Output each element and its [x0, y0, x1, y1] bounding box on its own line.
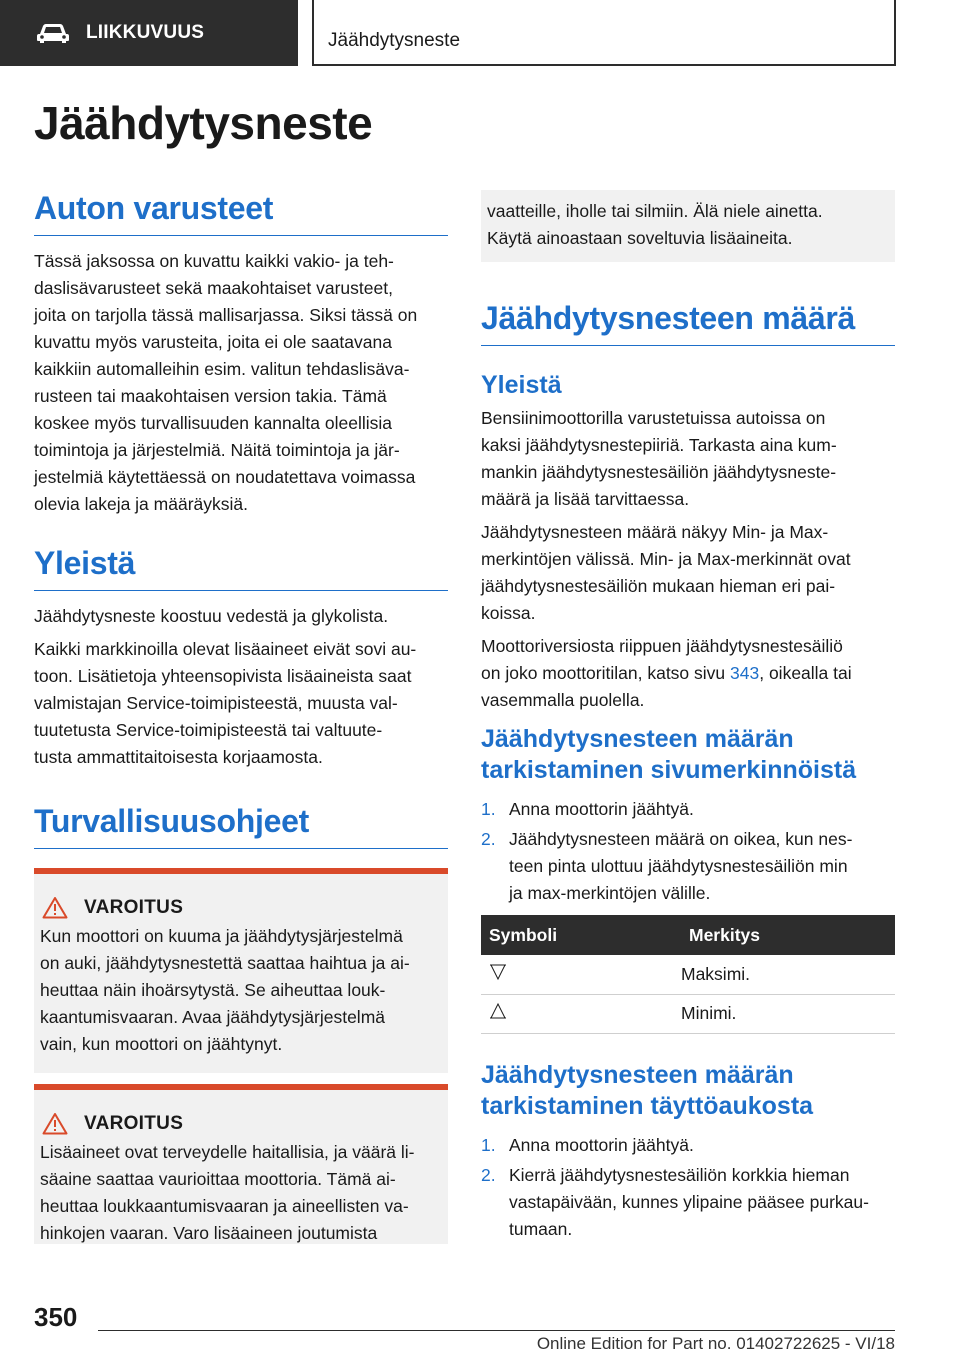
section-tab [0, 0, 298, 66]
heading-yleista-right: Yleistä [481, 371, 562, 399]
table-row [481, 994, 895, 1033]
list-item: 1. Anna moottorin jäähtyä. [481, 799, 694, 819]
warning-box-2 [34, 1084, 448, 1244]
footer-divider [98, 1330, 895, 1331]
warning-box-1 [34, 868, 448, 1073]
table-cell-meaning: Minimi. [681, 994, 895, 1033]
page-number: 350 [34, 1302, 78, 1332]
fill-check-steps [481, 1132, 895, 1243]
page-title: Jäähdytysneste [34, 97, 373, 149]
topic-label: Jäähdytysneste [328, 30, 461, 51]
heading-turvallisuusohjeet: Turvallisuusohjeet [34, 803, 448, 849]
warning-2-text: Lisäaineet ovat terveydelle haitallisia, ja väärä li- säaine saattaa vaurioittaa moottoria. Tämä ai- heuttaa loukkaantumisvaaran ja aineellisten va- hinkojen vaaran. Varo lisäaineen joutumista [40, 1142, 415, 1243]
section-maara [481, 300, 895, 346]
warning-continuation [481, 190, 895, 262]
section-side-check [481, 724, 895, 910]
symbol-table-wrap [481, 915, 895, 1034]
heading-auton-varusteet: Auton varusteet [34, 190, 448, 236]
yleista-left-p2: Kaikki markkinoilla olevat lisäaineet eivät sovi au- toon. Lisätietoja yhteensopivista lisäaineista saat valmistajan Service-toimipisteestä, muusta val- tuutetusta Service-toimipisteestä tai valtuute- tusta ammattitaitoisesta korjaamosta. [34, 639, 417, 767]
warning-triangle-icon [42, 1112, 68, 1135]
table-row [481, 955, 895, 994]
yleista-right-p1: Bensiinimoottorilla varustetuissa autoissa on kaksi jäähdytysnestepiiriä. Tarkasta aina kum- mankin jäähdytysnestesäiliön jäähdytysneste- määrä ja lisää tarvittaessa. [481, 408, 837, 509]
section-yleista-left [34, 545, 448, 771]
max-mark-icon [489, 963, 507, 981]
warning-label: VAROITUS [84, 896, 184, 918]
section-yleista-right [481, 370, 895, 714]
list-item: 2. Kierrä jäähdytysnestesäiliön korkkia hieman vastapäivään, kunnes ylipaine pääsee purkau- tumaan. [481, 1165, 869, 1239]
warning-triangle-icon [42, 896, 68, 919]
list-item: 2. Jäähdytysnesteen määrä on oikea, kun nes- teen pinta ulottuu jäähdytysnestesäiliön min ja max-merkintöjen välille. [481, 829, 853, 903]
section-label: LIIKKUVUUS [86, 22, 205, 43]
table-header-meaning: Merkitys [681, 915, 895, 955]
yleista-right-p3: Moottoriversiosta riippuen jäähdytysnestesäiliö on joko moottoritilan, katso sivu 343, oikealla tai vasemmalla puolella. [481, 636, 852, 710]
table-cell-meaning: Maksimi. [681, 955, 895, 994]
heading-maara: Jäähdytysnesteen määrä [481, 300, 895, 346]
warning-1-text: Kun moottori on kuuma ja jäähdytysjärjestelmä on auki, jäähdytysnestettä saattaa haihtua ja ai- heuttaa näin ihoärsytystä. Se aiheuttaa louk- kaantumisvaaran. Avaa jäähdytysjärjestelmä vain, kun moottori on jäähtynyt. [40, 926, 410, 1054]
list-item: 1. Anna moottorin jäähtyä. [481, 1135, 694, 1155]
page-link-343[interactable]: 343 [730, 663, 760, 683]
yleista-left-p1: Jäähdytysneste koostuu vedestä ja glykolista. [34, 606, 389, 626]
section-auton-varusteet [34, 190, 448, 518]
section-fill-check [481, 1060, 895, 1246]
warning-continuation-text: vaatteille, iholle tai silmiin. Älä niele ainetta. Käytä ainoastaan soveltuvia lisäaineita. [487, 201, 823, 248]
heading-fill-check: Jäähdytysnesteen määrän tarkistaminen täyttöaukosta [481, 1061, 814, 1120]
table-header-symbol: Symboli [481, 915, 681, 955]
min-mark-icon [489, 1002, 507, 1020]
heading-side-check: Jäähdytysnesteen määrän tarkistaminen sivumerkinnöistä [481, 725, 857, 784]
yleista-right-p2: Jäähdytysnesteen määrä näkyy Min- ja Max- merkintöjen välissä. Min- ja Max-merkinnät ovat jäähdytysnestesäiliön mukaan hieman eri pai- koissa. [481, 522, 851, 623]
auton-varusteet-text: Tässä jaksossa on kuvattu kaikki vakio- ja teh- daslisävarusteet sekä maakohtaiset varusteet, joita on tarjolla tässä mallisarjassa. Siksi tässä on kuvattu myös varusteita, joita ei ole saatavana kaikkiin automalleihin esim. valitun tehdaslisäva- rusteen tai maakohtaisen version takia. Tämä koskee myös turvallisuuden kannalta oleellisia toimintoja ja järjestelmiä. Näitä toimintoja ja jär- jestelmiä käytettäessä on noudatettava voimassa olevia lakeja ja määräyksiä. [34, 251, 418, 514]
section-turvallisuusohjeet [34, 803, 448, 849]
footer-edition: Online Edition for Part no. 01402722625 - VI/18 [536, 1334, 895, 1353]
car-icon [36, 22, 70, 44]
topic-header [312, 0, 896, 66]
warning-label: VAROITUS [84, 1112, 184, 1134]
side-check-steps [481, 796, 895, 907]
heading-yleista-left: Yleistä [34, 545, 448, 591]
symbol-table [481, 915, 895, 1034]
